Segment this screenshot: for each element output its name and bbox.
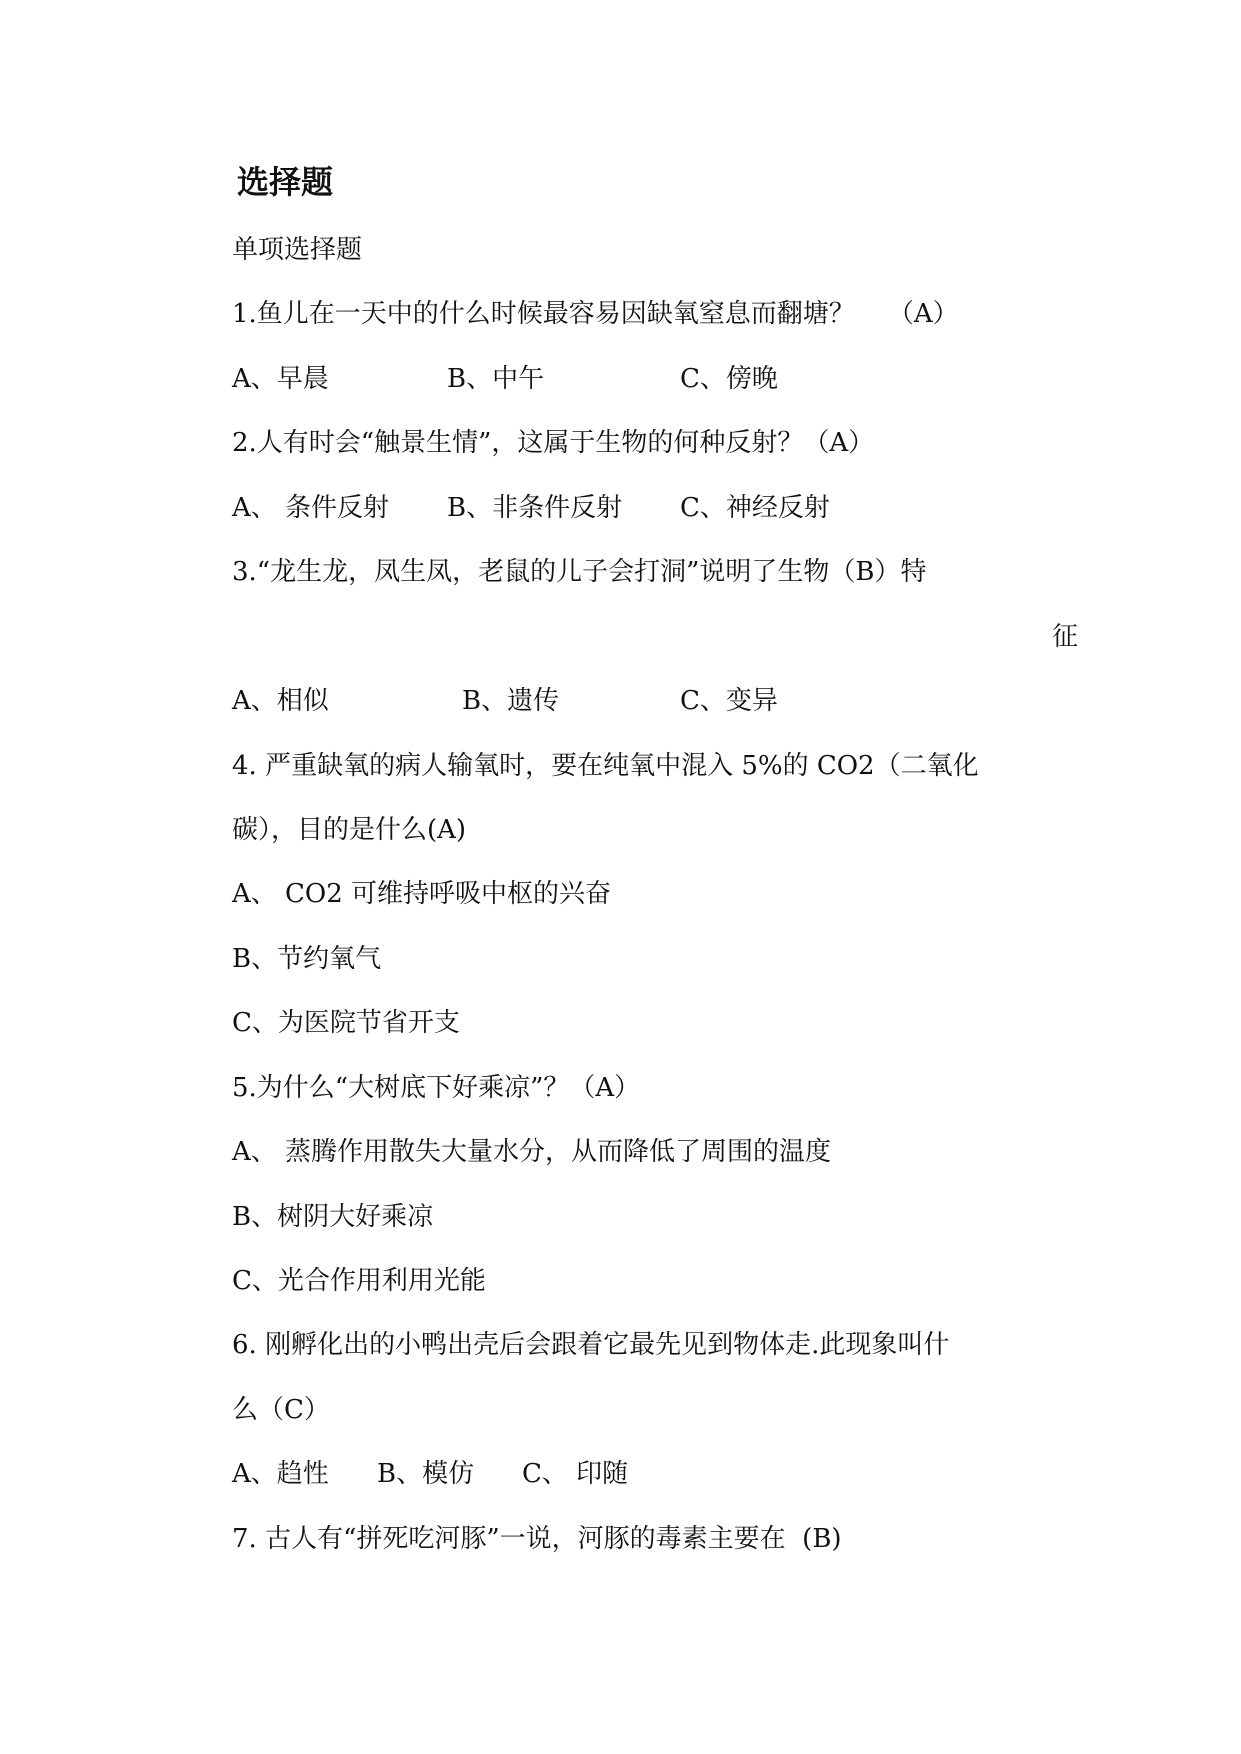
option-a: A、相似 [232,686,329,716]
option-b: B、模仿 [377,1459,475,1489]
option-b: B、非条件反射 [447,493,623,523]
question-5: 5.为什么“大树底下好乘凉”？（A） [232,1073,641,1103]
question-3: 3.“龙生龙，凤生凤，老鼠的儿子会打洞”说明了生物（B）特 [232,557,927,587]
option-a: A、 蒸腾作用散失大量水分，从而降低了周围的温度 [232,1137,832,1167]
option-b: B、树阴大好乘凉 [232,1202,434,1232]
question-1-options [232,362,832,396]
question-3-continuation: 征 [1051,622,1078,652]
question-2-options [232,491,832,525]
option-a: A、 CO2 可维持呼吸中枢的兴奋 [232,879,612,909]
option-b: B、遗传 [462,686,560,716]
option-a: A、 条件反射 [232,493,390,523]
option-a: A、趋性 [232,1459,329,1489]
page-title: 选择题 [237,163,334,201]
question-6: 6. 刚孵化出的小鸭出壳后会跟着它最先见到物体走.此现象叫什 [232,1330,950,1360]
question-6-continuation: 么（C） [232,1395,330,1425]
question-3-options [232,684,832,718]
option-b: B、节约氧气 [232,944,382,974]
question-1: 1.鱼儿在一天中的什么时候最容易因缺氧窒息而翻塘？ （A） [232,299,959,329]
option-c: C、变异 [680,686,778,716]
option-b: B、中午 [447,364,545,394]
question-6-options [232,1457,832,1491]
option-c: C、傍晚 [680,364,778,394]
option-c: C、神经反射 [680,493,830,523]
option-a: A、早晨 [232,364,329,394]
question-2: 2.人有时会“触景生情”，这属于生物的何种反射？（A） [232,428,875,458]
option-c: C、为医院节省开支 [232,1008,460,1038]
question-7: 7. 古人有“拼死吃河豚”一说，河豚的毒素主要在 (B) [232,1524,842,1554]
option-c: C、 印随 [522,1459,629,1489]
section-subtitle: 单项选择题 [232,235,363,265]
option-c: C、光合作用利用光能 [232,1266,486,1296]
question-4-continuation: 碳），目的是什么(A) [232,815,467,845]
question-4: 4. 严重缺氧的病人输氧时，要在纯氧中混入 5%的 CO2（二氧化 [232,751,979,781]
